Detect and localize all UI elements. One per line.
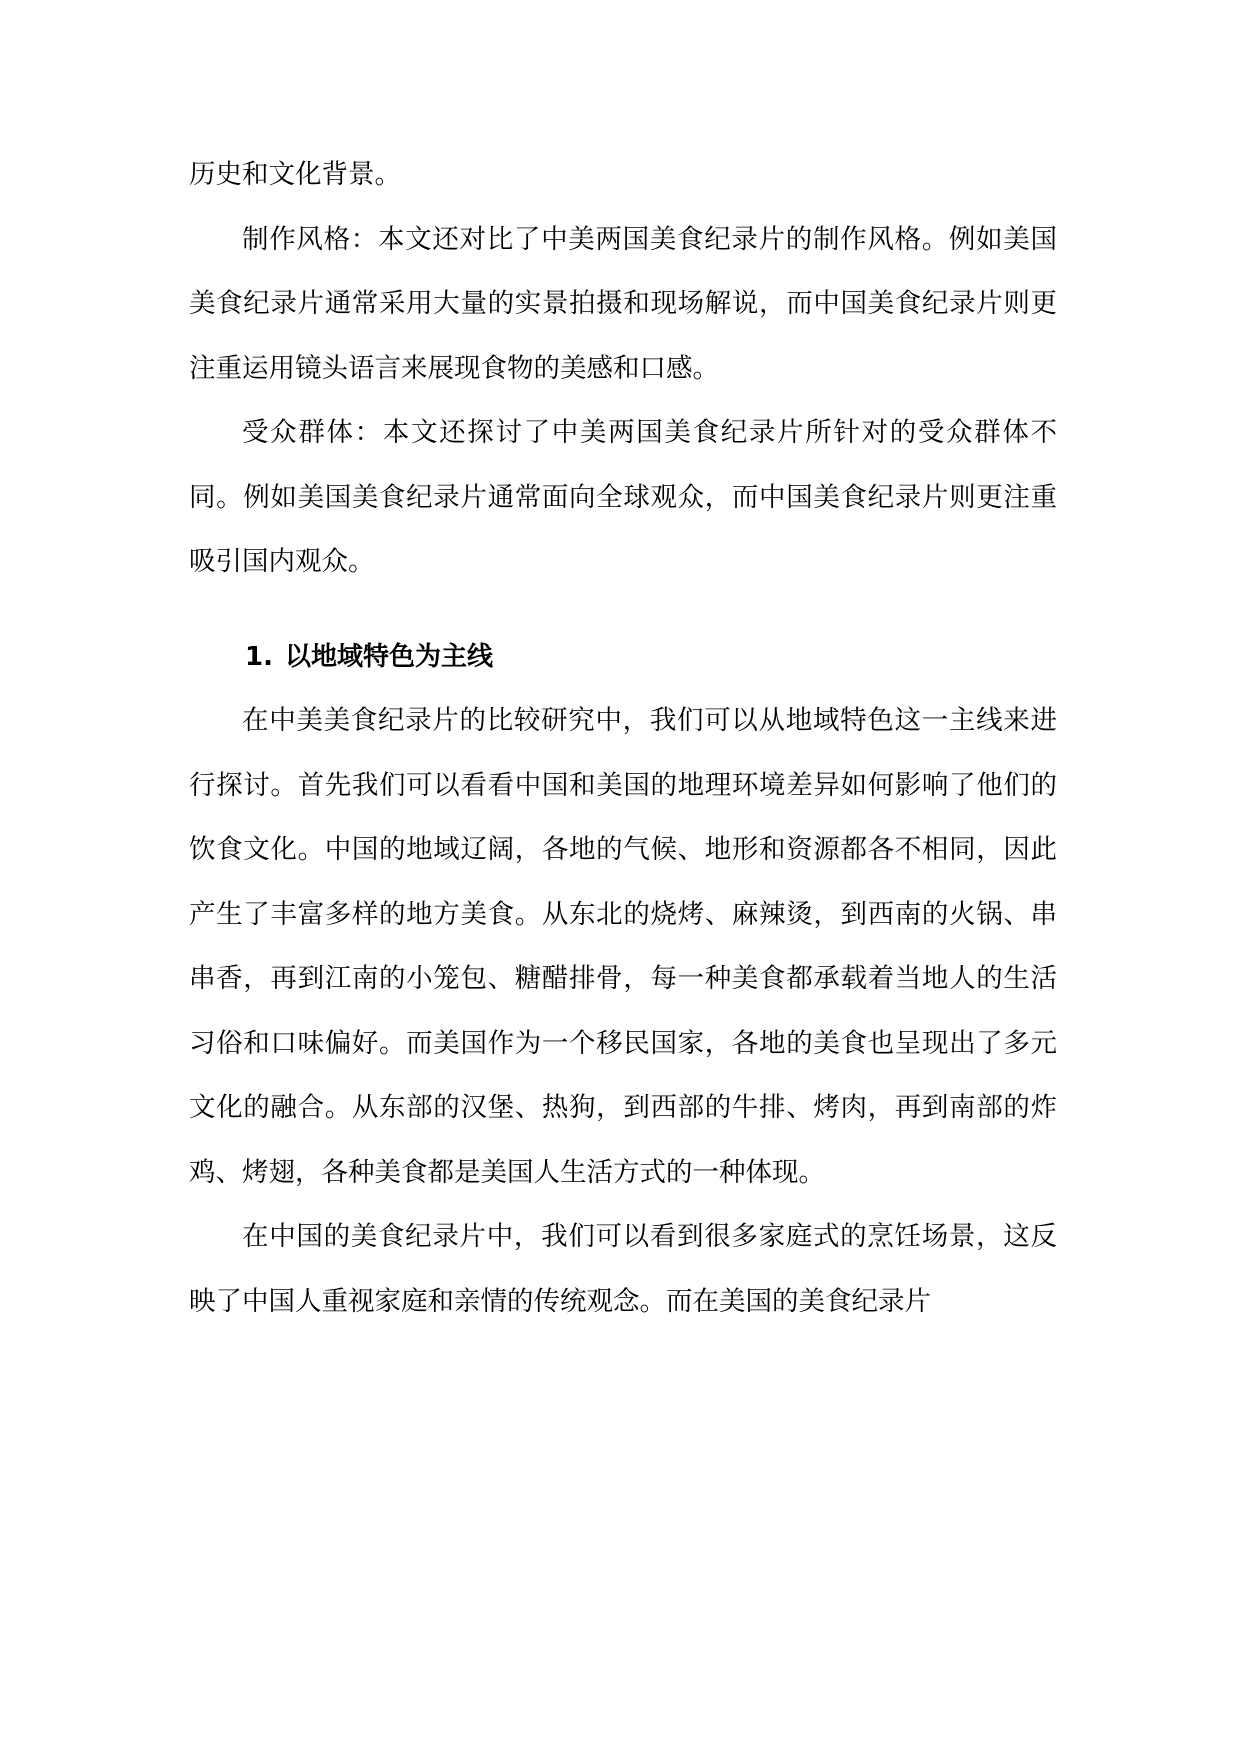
paragraph-regional-features: 在中美美食纪录片的比较研究中，我们可以从地域特色这一主线来进行探讨。首先我们可以看看中国和美国的地理环境差异如何影响了他们的饮食文化。中国的地域辽阔，各地的气候、地形和资源都各不相同，因此产生了丰富多样的地方美食。从东北的烧烤、麻辣烫，到西南的火锅、串串香，再到江南的小笼包、糖醋排骨，每一种美食都承载着当地人的生活习俗和口味偏好。而美国作为一个移民国家，各地的美食也呈现出了多元文化的融合。从东部的汉堡、热狗，到西部的牛排、烤肉，再到南部的炸鸡、烤翅，各种美食都是美国人生活方式的一种体现。	[189, 705, 1057, 1188]
section-number: 1.	[245, 641, 273, 672]
paragraph-audience: 受众群体：本文还探讨了中美两国美食纪录片所针对的受众群体不同。例如美国美食纪录片通常面向全球观众，而中国美食纪录片则更注重吸引国内观众。	[189, 417, 1057, 577]
section-title: 以地域特色为主线	[285, 641, 494, 672]
document-page	[189, 143, 1057, 1334]
paragraph-production-style: 制作风格：本文还对比了中美两国美食纪录片的制作风格。例如美国美食纪录片通常采用大量的实景拍摄和现场解说，而中国美食纪录片则更注重运用镜头语言来展现食物的美感和口感。	[189, 223, 1057, 384]
paragraph-history-background: 历史和文化背景。	[189, 159, 401, 190]
paragraph-family-cooking: 在中国的美食纪录片中，我们可以看到很多家庭式的烹饪场景，这反映了中国人重视家庭和亲情的传统观念。而在美国的美食纪录片	[189, 1221, 1057, 1317]
section-heading	[189, 625, 1057, 690]
